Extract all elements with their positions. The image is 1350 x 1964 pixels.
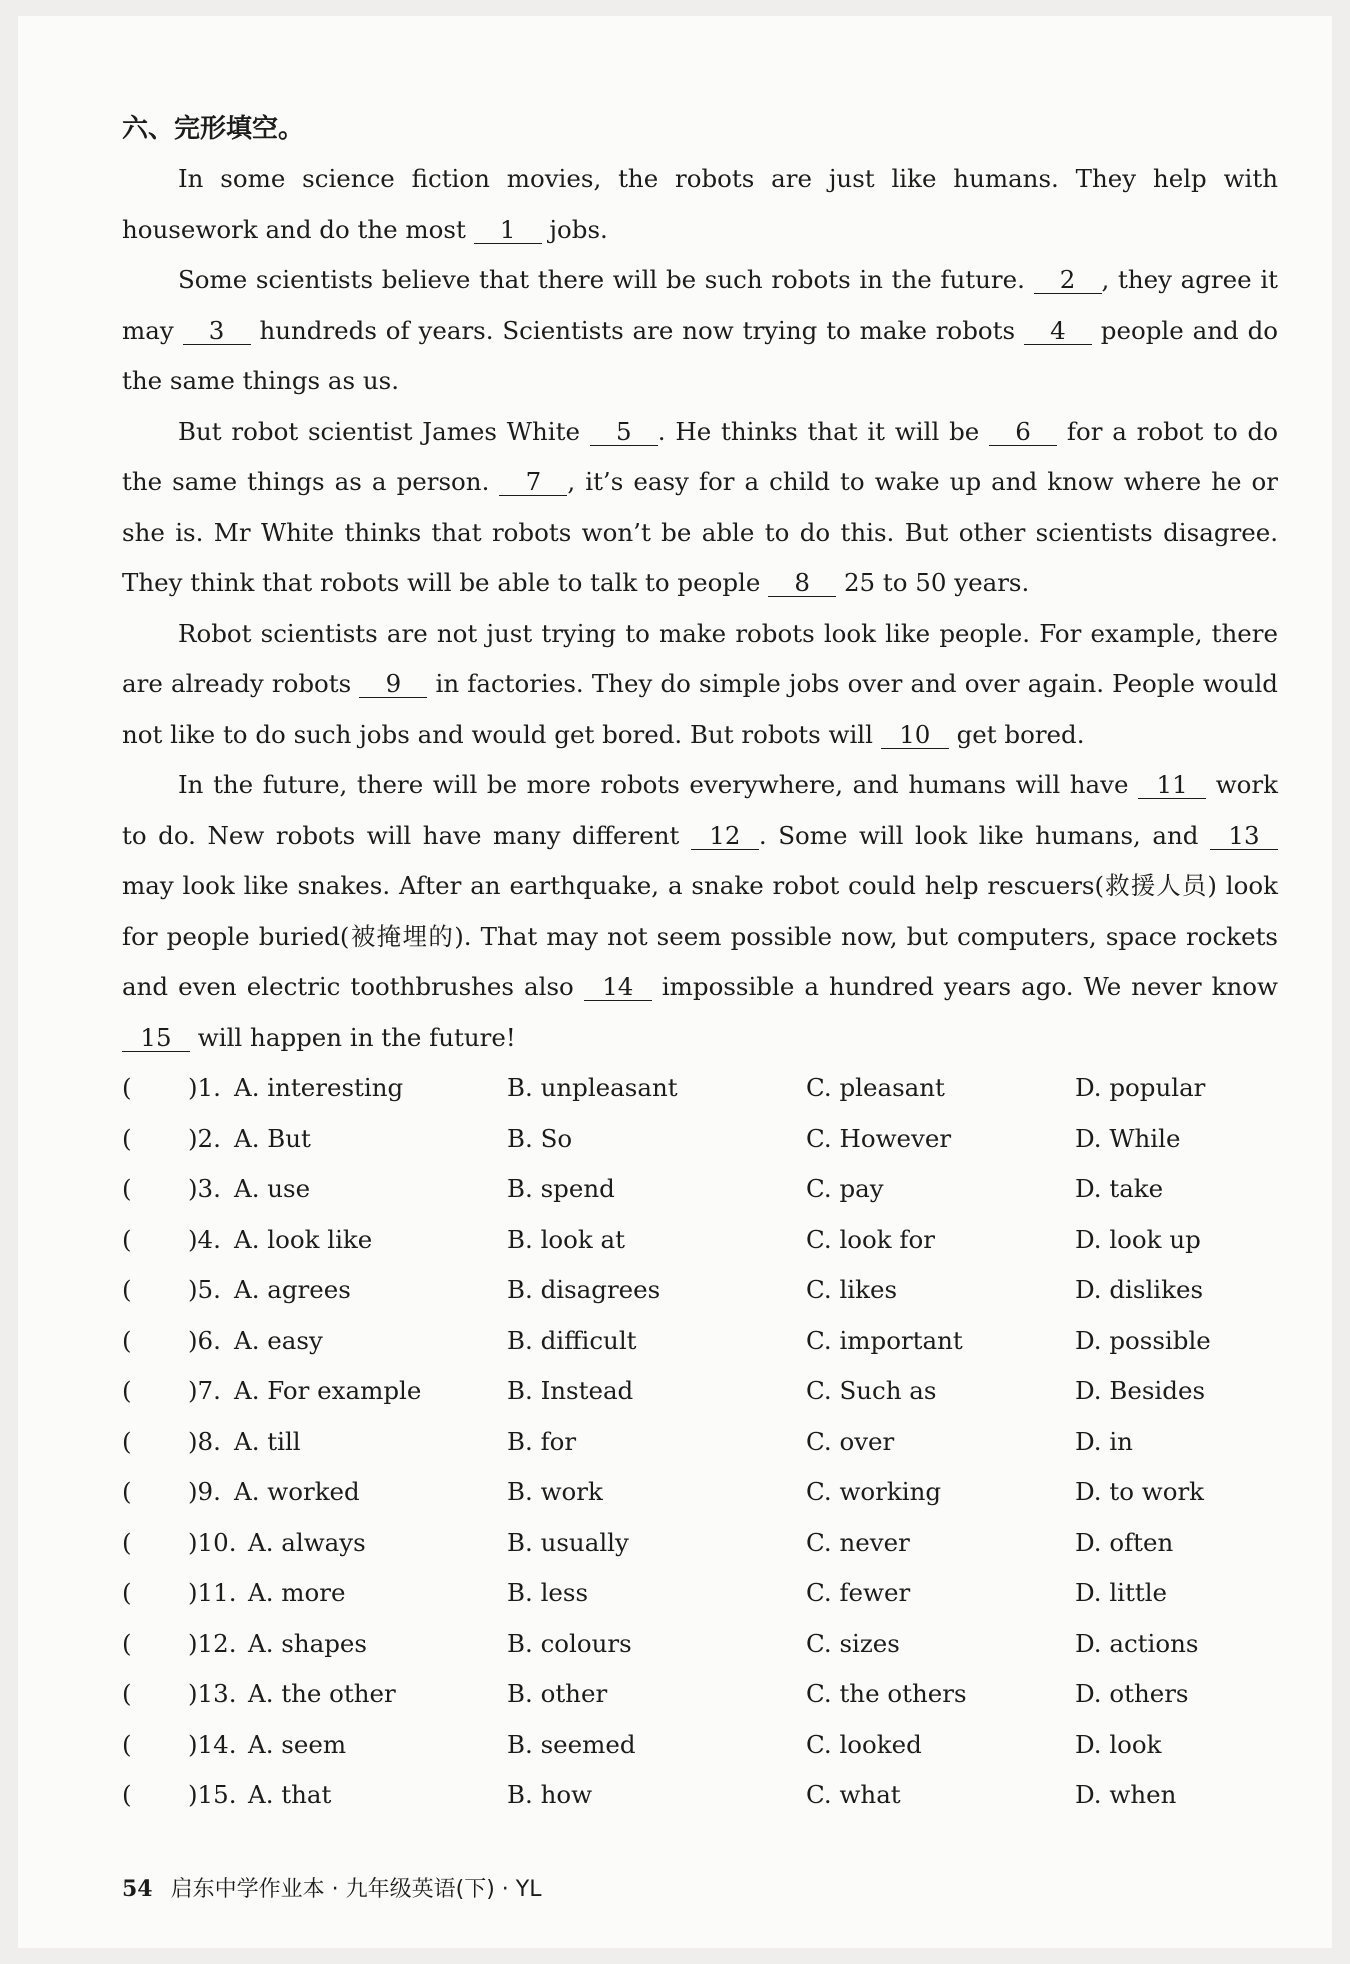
passage-text: In the future, there will be more robots everywhere, and humans will have bbox=[178, 770, 1139, 799]
question-row bbox=[122, 1316, 1278, 1367]
question-row bbox=[122, 1518, 1278, 1569]
question-row bbox=[122, 1164, 1278, 1215]
option-a: A. For example bbox=[234, 1376, 422, 1405]
blank-number: 7 bbox=[499, 469, 567, 496]
option-d: D. While bbox=[1075, 1123, 1181, 1153]
passage-paragraph bbox=[122, 407, 1278, 609]
option-b: B. disagrees bbox=[507, 1275, 661, 1304]
option-a: A. shapes bbox=[248, 1628, 367, 1658]
exercise-content bbox=[122, 104, 1278, 1821]
blank-number: 1 bbox=[474, 217, 542, 244]
passage-text: get bored. bbox=[948, 719, 1085, 749]
passage-text: Some scientists believe that there will be such robots in the future. bbox=[178, 265, 1034, 294]
option-c: C. pleasant bbox=[806, 1073, 945, 1102]
answer-paren: ( bbox=[122, 1325, 132, 1355]
option-b: B. colours bbox=[507, 1628, 632, 1658]
option-b: B. Instead bbox=[507, 1376, 634, 1405]
answer-paren: ( bbox=[122, 1275, 132, 1304]
option-a: A. always bbox=[248, 1527, 366, 1557]
answer-paren: ( bbox=[122, 1224, 132, 1254]
page-footer bbox=[122, 1872, 541, 1903]
option-a: A. But bbox=[234, 1123, 311, 1153]
blank-number: 13 bbox=[1210, 823, 1278, 850]
passage-text: , it’s easy for a child to wake up and know where he or she is. Mr White thinks that robots won’t be able to do this. But other scientists disagree. They think that robots will be able to talk to people bbox=[122, 467, 1278, 597]
option-b: B. for bbox=[507, 1426, 577, 1456]
option-b: B. other bbox=[507, 1679, 608, 1708]
passage-text: work to do. New robots will have many different bbox=[122, 770, 1278, 850]
option-b: B. look at bbox=[507, 1224, 626, 1254]
option-d: D. dislikes bbox=[1075, 1275, 1204, 1304]
option-b: B. So bbox=[507, 1123, 573, 1153]
question-row bbox=[122, 1669, 1278, 1720]
passage-text: hundreds of years. Scientists are now trying to make robots bbox=[250, 315, 1024, 345]
passage-text: 25 to 50 years. bbox=[836, 568, 1030, 597]
answer-paren: ( bbox=[122, 1174, 132, 1203]
question-number: )14. bbox=[188, 1729, 237, 1759]
passage-text: for a robot to do the same things as a person. bbox=[122, 416, 1278, 496]
question-number: )3. bbox=[188, 1174, 221, 1203]
blank-number: 12 bbox=[691, 823, 759, 850]
option-a: A. more bbox=[248, 1578, 346, 1607]
option-d: D. others bbox=[1075, 1679, 1189, 1708]
passage-paragraph bbox=[122, 609, 1278, 761]
passage-text: will happen in the future! bbox=[190, 1022, 516, 1052]
option-b: B. unpleasant bbox=[507, 1073, 678, 1102]
question-number: )5. bbox=[188, 1275, 221, 1304]
question-row bbox=[122, 1568, 1278, 1619]
question-row bbox=[122, 1417, 1278, 1468]
option-c: C. fewer bbox=[806, 1578, 911, 1607]
question-number: )7. bbox=[188, 1376, 221, 1405]
blank-number: 3 bbox=[183, 318, 251, 345]
option-c: C. likes bbox=[806, 1275, 898, 1304]
passage-text: In some science fiction movies, the robots are just like humans. They help with housework and do the most bbox=[122, 164, 1278, 244]
blank-number: 11 bbox=[1138, 772, 1206, 799]
blank-number: 8 bbox=[768, 570, 836, 597]
cloze-passage bbox=[122, 154, 1278, 1063]
question-row bbox=[122, 1366, 1278, 1417]
option-a: A. agrees bbox=[234, 1275, 351, 1304]
blank-number: 15 bbox=[122, 1025, 190, 1052]
option-b: B. less bbox=[507, 1578, 589, 1607]
answer-paren: ( bbox=[122, 1780, 132, 1809]
question-row bbox=[122, 1215, 1278, 1266]
option-a: A. seem bbox=[248, 1729, 347, 1759]
passage-text: . He thinks that it will be bbox=[657, 416, 990, 446]
answer-paren: ( bbox=[122, 1477, 132, 1506]
blank-number: 4 bbox=[1024, 318, 1092, 345]
blank-number: 5 bbox=[590, 419, 658, 446]
option-d: D. look bbox=[1075, 1729, 1162, 1759]
option-c: C. look for bbox=[806, 1224, 935, 1254]
question-number: )2. bbox=[188, 1123, 221, 1153]
option-d: D. actions bbox=[1075, 1628, 1199, 1658]
option-d: D. often bbox=[1075, 1527, 1174, 1557]
page-sheet bbox=[18, 16, 1332, 1948]
answer-paren: ( bbox=[122, 1376, 132, 1405]
option-d: D. look up bbox=[1075, 1224, 1201, 1254]
passage-text: . Some will look like humans, and bbox=[758, 820, 1210, 850]
option-a: A. the other bbox=[248, 1679, 396, 1708]
option-d: D. popular bbox=[1075, 1073, 1206, 1102]
question-number: )12. bbox=[188, 1628, 237, 1658]
blank-number: 14 bbox=[584, 974, 652, 1001]
option-a: A. that bbox=[248, 1780, 332, 1809]
question-number: )8. bbox=[188, 1426, 221, 1456]
passage-text: impossible a hundred years ago. We never know bbox=[651, 972, 1278, 1001]
option-b: B. work bbox=[507, 1477, 603, 1506]
option-b: B. seemed bbox=[507, 1729, 636, 1759]
book-title: 启东中学作业本 · 九年级英语(下) · YL bbox=[170, 1877, 542, 1902]
option-d: D. to work bbox=[1075, 1477, 1205, 1506]
option-a: A. look like bbox=[234, 1224, 373, 1254]
passage-text: jobs. bbox=[541, 214, 608, 244]
question-number: )15. bbox=[188, 1780, 237, 1809]
option-b: B. difficult bbox=[507, 1325, 637, 1355]
option-d: D. possible bbox=[1075, 1325, 1211, 1355]
option-a: A. till bbox=[234, 1426, 301, 1456]
question-row bbox=[122, 1467, 1278, 1518]
question-row bbox=[122, 1619, 1278, 1670]
question-number: )11. bbox=[188, 1578, 237, 1607]
option-b: B. spend bbox=[507, 1174, 615, 1203]
passage-text: in factories. They do simple jobs over and over again. People would not like to do such jobs and would get bored. But robots will bbox=[122, 669, 1278, 749]
option-d: D. in bbox=[1075, 1426, 1133, 1456]
option-a: A. use bbox=[234, 1174, 311, 1203]
question-row bbox=[122, 1720, 1278, 1771]
blank-number: 10 bbox=[881, 722, 949, 749]
option-c: C. pay bbox=[806, 1174, 884, 1203]
question-number: )4. bbox=[188, 1224, 221, 1254]
passage-paragraph bbox=[122, 760, 1278, 1063]
section-title: 六、完形填空。 bbox=[122, 114, 305, 144]
answer-paren: ( bbox=[122, 1578, 132, 1607]
answer-paren: ( bbox=[122, 1073, 132, 1102]
passage-paragraph bbox=[122, 154, 1278, 255]
option-b: B. usually bbox=[507, 1527, 629, 1557]
passage-text: But robot scientist James White bbox=[178, 416, 590, 446]
option-c: C. the others bbox=[806, 1679, 967, 1708]
question-number: )9. bbox=[188, 1477, 221, 1506]
question-row bbox=[122, 1063, 1278, 1114]
option-c: C. never bbox=[806, 1527, 910, 1557]
option-c: C. what bbox=[806, 1780, 901, 1809]
answer-paren: ( bbox=[122, 1679, 132, 1708]
answer-paren: ( bbox=[122, 1426, 132, 1456]
answer-paren: ( bbox=[122, 1123, 132, 1153]
option-c: C. over bbox=[806, 1426, 895, 1456]
answer-paren: ( bbox=[122, 1628, 132, 1658]
blank-number: 2 bbox=[1034, 267, 1102, 294]
question-row bbox=[122, 1770, 1278, 1821]
option-c: C. working bbox=[806, 1477, 942, 1506]
answer-paren: ( bbox=[122, 1527, 132, 1557]
option-c: C. sizes bbox=[806, 1628, 900, 1658]
option-d: D. Besides bbox=[1075, 1376, 1206, 1405]
passage-text: people and do the same things as us. bbox=[122, 315, 1279, 395]
option-c: C. However bbox=[806, 1123, 952, 1153]
option-a: A. interesting bbox=[234, 1073, 404, 1102]
question-row bbox=[122, 1114, 1278, 1165]
question-number: )1. bbox=[188, 1073, 221, 1102]
blank-number: 9 bbox=[359, 671, 427, 698]
blank-number: 6 bbox=[989, 419, 1057, 446]
option-a: A. worked bbox=[234, 1477, 360, 1506]
option-d: D. little bbox=[1075, 1578, 1168, 1607]
option-d: D. when bbox=[1075, 1780, 1177, 1809]
option-b: B. how bbox=[507, 1780, 593, 1809]
passage-text: may look like snakes. After an earthquake, a snake robot could help rescuers(救援人员) look for people buried(被掩埋的). That may not seem possible now, but computers, space rockets and even electric toothbrushes also bbox=[122, 871, 1278, 1001]
question-number: )13. bbox=[188, 1679, 237, 1708]
answer-paren: ( bbox=[122, 1729, 132, 1759]
option-d: D. take bbox=[1075, 1174, 1164, 1203]
passage-text: Robot scientists are not just trying to make robots look like people. For example, there are already robots bbox=[122, 618, 1278, 698]
page-number: 54 bbox=[122, 1876, 153, 1902]
option-a: A. easy bbox=[234, 1325, 323, 1355]
options-list bbox=[122, 1063, 1278, 1821]
option-c: C. looked bbox=[806, 1729, 922, 1759]
option-c: C. Such as bbox=[806, 1376, 937, 1405]
passage-text: , they agree it may bbox=[122, 265, 1278, 345]
question-number: )6. bbox=[188, 1325, 221, 1355]
option-c: C. important bbox=[806, 1325, 963, 1355]
passage-paragraph bbox=[122, 255, 1278, 407]
question-number: )10. bbox=[188, 1527, 237, 1557]
question-row bbox=[122, 1265, 1278, 1316]
